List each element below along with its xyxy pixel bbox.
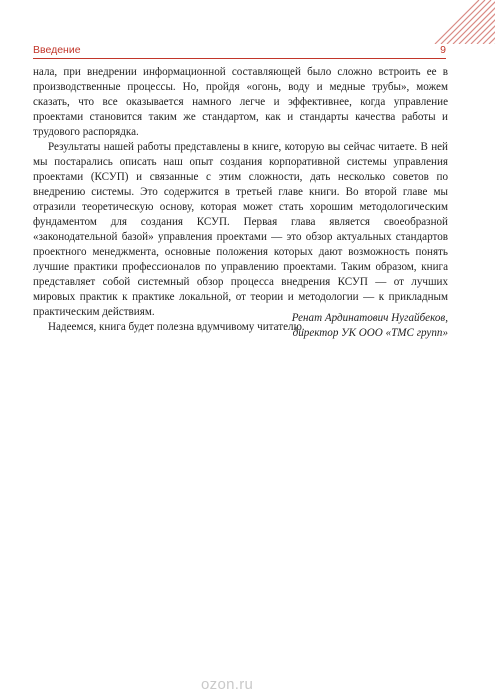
ozon-watermark: ozon.ru bbox=[201, 676, 254, 693]
corner-stripes-decoration bbox=[431, 0, 495, 44]
body-text bbox=[33, 65, 448, 335]
signature-name: Ренат Ардинатович Нугайбеков, bbox=[291, 312, 448, 324]
signature-block bbox=[148, 311, 448, 341]
header-section-title: Введение bbox=[33, 44, 81, 56]
paragraph: Надеемся, книга будет полезна вдумчивому читателю. bbox=[48, 321, 305, 333]
page-number: 9 bbox=[440, 44, 446, 56]
signature-title: директор УК ООО «ТМС групп» bbox=[292, 327, 448, 339]
corner-stripe bbox=[453, 0, 495, 44]
paragraph: Результаты нашей работы представлены в книге, которую вы сейчас читаете. В ней мы постарались описать наш опыт создания корпоративной системы управления проектами (КСУП) и связанные с этим сложности, дать несколько советов по внедрению системы. Это содержится в третьей главе книги. Во второй главе мы отразили теоретическую основу, которая может стать хорошим методологическим фундаментом для создания КСУП. Первая глава является своеобразной «законодательной базой» управления проектами — это обзор актуальных стандартов проектного менеджмента, основные положения которых дают возможность понять лучшие практики профессионалов по управлению проектами. Таким образом, книга представляет собой системный обзор процесса внедрения КСУП — от лучших мировых практик к практике локальной, от теории и методологии — к прикладным практическим действиям. bbox=[33, 141, 448, 318]
paragraph: нала, при внедрении информационной составляющей было сложно встроить ее в производственные процессы. Но, пройдя «огонь, воду и медные трубы», можем сказать, что все оказывается намного легче и эффективнее, когда управление проектами становится таким же стандартом, как и стандарты качества работы и трудового распорядка. bbox=[33, 66, 448, 138]
header-rule bbox=[33, 58, 446, 59]
